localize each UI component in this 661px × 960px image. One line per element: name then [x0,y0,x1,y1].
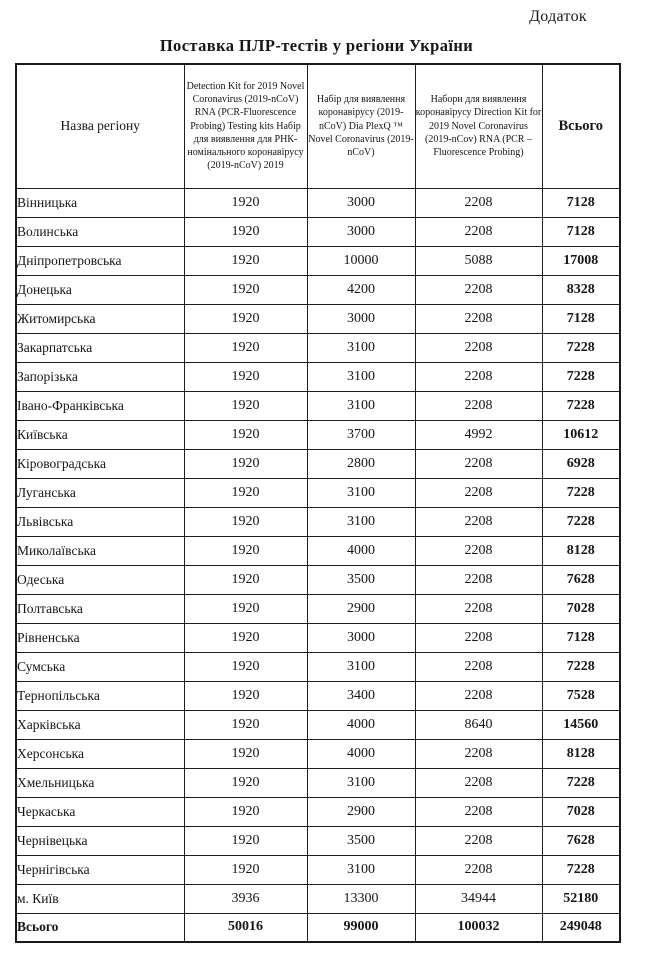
kit2-value-cell: 4000 [307,739,415,768]
header-kit-direction: Набори для виявлення коронавірусу Direction Kit for 2019 Novel Coronavirus (2019-nCov) RNA (PCR – Fluorescence Probing) [415,64,542,188]
total-value-cell: 7228 [542,478,620,507]
region-name-cell: Житомирська [16,304,184,333]
table-row [16,362,620,391]
kit1-value-cell: 1920 [184,217,307,246]
table-row [16,507,620,536]
kit3-value-cell: 2208 [415,217,542,246]
kit3-value-cell: 2208 [415,333,542,362]
page-title: Поставка ПЛР-тестів у регіони України [159,36,474,55]
total-value-cell: 7228 [542,652,620,681]
table-header [16,64,620,188]
kit1-value-cell: 1920 [184,855,307,884]
total-value-cell: 7228 [542,333,620,362]
kit3-value-cell: 2208 [415,652,542,681]
kit3-value-cell: 2208 [415,449,542,478]
total-value-cell: 14560 [542,710,620,739]
total-value-cell: 17008 [542,246,620,275]
totals-row [16,913,620,942]
table-row [16,855,620,884]
kit3-value-cell: 2208 [415,188,542,217]
region-name-cell: Львівська [16,507,184,536]
kit3-value-cell: 2208 [415,739,542,768]
table-row [16,826,620,855]
table-row [16,652,620,681]
total-value-cell: 52180 [542,884,620,913]
table-row [16,710,620,739]
table-row [16,797,620,826]
region-name-cell: Дніпропетровська [16,246,184,275]
region-name-cell: Харківська [16,710,184,739]
region-name-cell: Полтавська [16,594,184,623]
kit3-value-cell: 2208 [415,391,542,420]
kit2-value-cell: 2800 [307,449,415,478]
table-row [16,536,620,565]
region-name-cell: Луганська [16,478,184,507]
kit2-value-cell: 2900 [307,797,415,826]
kit1-value-cell: 1920 [184,275,307,304]
table-body [16,188,620,913]
total-value-cell: 7228 [542,391,620,420]
kit3-value-cell: 4992 [415,420,542,449]
header-row [16,64,620,188]
delivery-table [15,63,621,943]
region-name-cell: Миколаївська [16,536,184,565]
region-name-cell: Черкаська [16,797,184,826]
kit1-value-cell: 1920 [184,478,307,507]
table-row [16,739,620,768]
table-row [16,333,620,362]
kit3-value-cell: 2208 [415,623,542,652]
kit2-value-cell: 13300 [307,884,415,913]
kit1-value-cell: 1920 [184,507,307,536]
kit3-value-cell: 2208 [415,594,542,623]
table-row [16,623,620,652]
kit3-value-cell: 2208 [415,768,542,797]
region-name-cell: Закарпатська [16,333,184,362]
kit3-value-cell: 2208 [415,275,542,304]
kit1-value-cell: 1920 [184,623,307,652]
kit2-value-cell: 2900 [307,594,415,623]
region-name-cell: Одеська [16,565,184,594]
kit3-value-cell: 2208 [415,681,542,710]
kit1-value-cell: 1920 [184,246,307,275]
kit2-value-cell: 4000 [307,710,415,739]
kit2-value-cell: 3100 [307,768,415,797]
header-kit-detection: Detection Kit for 2019 Novel Coronavirus (2019-nCoV) RNA (PCR-Fluorescence Probing) Testing kits Набір для виявлення для РНК-номінального коронавірусу (2019-nCoV) 2019 [184,64,307,188]
totals-kit3-cell: 100032 [415,913,542,942]
region-name-cell: Вінницька [16,188,184,217]
kit2-value-cell: 3100 [307,478,415,507]
kit3-value-cell: 2208 [415,565,542,594]
region-name-cell: Донецька [16,275,184,304]
region-name-cell: Запорізька [16,362,184,391]
kit2-value-cell: 3100 [307,391,415,420]
kit1-value-cell: 1920 [184,565,307,594]
kit1-value-cell: 1920 [184,739,307,768]
kit3-value-cell: 5088 [415,246,542,275]
region-name-cell: Сумська [16,652,184,681]
kit2-value-cell: 3400 [307,681,415,710]
totals-kit2-cell: 99000 [307,913,415,942]
total-value-cell: 6928 [542,449,620,478]
total-value-cell: 8328 [542,275,620,304]
table-row [16,478,620,507]
kit1-value-cell: 1920 [184,681,307,710]
kit2-value-cell: 3700 [307,420,415,449]
total-value-cell: 10612 [542,420,620,449]
header-region: Назва регіону [16,64,184,188]
kit2-value-cell: 3000 [307,304,415,333]
kit2-value-cell: 3000 [307,188,415,217]
table-row [16,884,620,913]
total-value-cell: 7228 [542,507,620,536]
appendix-label: Додаток [529,8,587,25]
kit2-value-cell: 3100 [307,362,415,391]
kit1-value-cell: 1920 [184,826,307,855]
kit2-value-cell: 3000 [307,623,415,652]
kit1-value-cell: 1920 [184,768,307,797]
region-name-cell: Волинська [16,217,184,246]
totals-label-cell: Всього [16,913,184,942]
total-value-cell: 7228 [542,362,620,391]
region-name-cell: Тернопільська [16,681,184,710]
kit2-value-cell: 3100 [307,507,415,536]
kit1-value-cell: 1920 [184,391,307,420]
kit1-value-cell: 1920 [184,449,307,478]
region-name-cell: Херсонська [16,739,184,768]
table-row [16,304,620,333]
kit3-value-cell: 2208 [415,507,542,536]
totals-kit1-cell: 50016 [184,913,307,942]
kit3-value-cell: 2208 [415,304,542,333]
table-row [16,565,620,594]
kit3-value-cell: 2208 [415,478,542,507]
kit1-value-cell: 1920 [184,304,307,333]
kit3-value-cell: 2208 [415,855,542,884]
region-name-cell: Чернівецька [16,826,184,855]
kit2-value-cell: 3100 [307,652,415,681]
kit1-value-cell: 1920 [184,188,307,217]
total-value-cell: 7628 [542,565,620,594]
kit1-value-cell: 1920 [184,797,307,826]
region-name-cell: Чернігівська [16,855,184,884]
table-row [16,188,620,217]
total-value-cell: 8128 [542,739,620,768]
kit2-value-cell: 3500 [307,565,415,594]
kit1-value-cell: 1920 [184,652,307,681]
table-row [16,449,620,478]
kit3-value-cell: 8640 [415,710,542,739]
kit3-value-cell: 2208 [415,826,542,855]
region-name-cell: Рівненська [16,623,184,652]
total-value-cell: 7128 [542,217,620,246]
table-row [16,594,620,623]
kit2-value-cell: 3000 [307,217,415,246]
region-name-cell: Київська [16,420,184,449]
kit2-value-cell: 3100 [307,333,415,362]
kit2-value-cell: 4000 [307,536,415,565]
table-row [16,391,620,420]
table-row [16,768,620,797]
table-row [16,275,620,304]
kit2-value-cell: 10000 [307,246,415,275]
total-value-cell: 7228 [542,855,620,884]
total-value-cell: 7128 [542,188,620,217]
total-value-cell: 8128 [542,536,620,565]
kit1-value-cell: 1920 [184,420,307,449]
region-name-cell: м. Київ [16,884,184,913]
kit3-value-cell: 2208 [415,536,542,565]
table-row [16,217,620,246]
header-kit-diaplexq: Набір для виявлення коронавірусу (2019-nCoV) Dia PlexQ ™ Novel Coronavirus (2019-nCoV) [307,64,415,188]
total-value-cell: 7628 [542,826,620,855]
total-value-cell: 7528 [542,681,620,710]
total-value-cell: 7028 [542,797,620,826]
total-value-cell: 7128 [542,623,620,652]
header-total: Всього [542,64,620,188]
total-value-cell: 7228 [542,768,620,797]
kit2-value-cell: 4200 [307,275,415,304]
total-value-cell: 7128 [542,304,620,333]
kit1-value-cell: 1920 [184,536,307,565]
kit1-value-cell: 1920 [184,333,307,362]
kit1-value-cell: 1920 [184,594,307,623]
region-name-cell: Кіровоградська [16,449,184,478]
kit2-value-cell: 3500 [307,826,415,855]
kit1-value-cell: 1920 [184,362,307,391]
table-footer [16,913,620,942]
region-name-cell: Хмельницька [16,768,184,797]
kit3-value-cell: 2208 [415,797,542,826]
table-row [16,420,620,449]
kit1-value-cell: 3936 [184,884,307,913]
kit3-value-cell: 34944 [415,884,542,913]
kit2-value-cell: 3100 [307,855,415,884]
region-name-cell: Івано-Франківська [16,391,184,420]
kit1-value-cell: 1920 [184,710,307,739]
table-row [16,681,620,710]
totals-total-cell: 249048 [542,913,620,942]
total-value-cell: 7028 [542,594,620,623]
kit3-value-cell: 2208 [415,362,542,391]
table-row [16,246,620,275]
